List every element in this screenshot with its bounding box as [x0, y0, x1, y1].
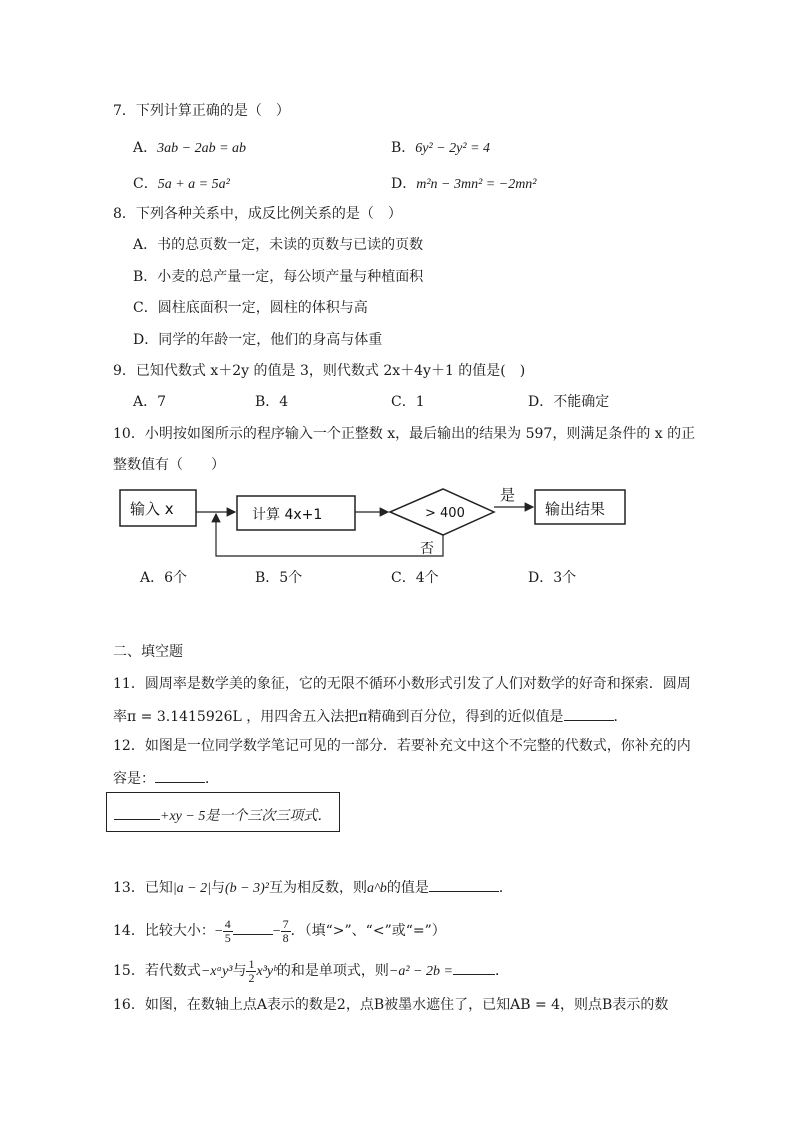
q7-c-expression: 5a + a = 5a²	[157, 177, 230, 192]
q7-a-expression: 3ab − 2ab = ab	[157, 141, 247, 156]
q7-d-expression: m²n − 3mn² = −2mn²	[416, 177, 537, 192]
q11-line2	[113, 706, 628, 726]
q7-b-expression: 6y² − 2y² = 4	[415, 141, 491, 156]
q15-line	[113, 956, 509, 987]
q16-line1: 16．如图，在数轴上点A表示的数是2，点B被墨水遮住了，已知AB = 4，则点B表示的数	[113, 997, 669, 1013]
q14-prefix: 14．比较大小：	[113, 923, 215, 939]
q10-option-c: C．4个	[391, 570, 439, 586]
option-label: D．	[391, 176, 417, 192]
flow-no-label: 否	[420, 541, 434, 557]
q10-option-a: A．6个	[140, 570, 188, 586]
q13-expr2: (b − 3)²	[224, 881, 269, 896]
q13-answer-blank[interactable]	[429, 877, 499, 892]
q13-expr3: a^b	[366, 881, 387, 896]
q15-expr3: −a² − 2b =	[388, 964, 453, 979]
section-title: 二、填空题	[113, 644, 183, 660]
q13-prefix: 13．已知	[113, 880, 173, 896]
q10-stem-line2: 整数值有（ ）	[113, 457, 225, 473]
q8-option-a: A．书的总页数一定，未读的页数与已读的页数	[133, 237, 424, 253]
q9-option-b: B．4	[255, 394, 289, 410]
q15-frac: $\frac{1}{2}$	[248, 956, 255, 985]
q12-note-blank	[114, 805, 160, 820]
q11-answer-blank[interactable]	[564, 706, 614, 721]
q15-expr2: x³yᵇ	[256, 964, 277, 979]
q12-end: ．	[205, 771, 219, 787]
q11-end: ．	[613, 709, 628, 725]
flow-output-label: 输出结果	[545, 500, 606, 518]
q14-answer-blank[interactable]	[233, 920, 273, 935]
q15-answer-blank[interactable]	[453, 960, 495, 975]
q10-option-d: D．3个	[528, 570, 577, 586]
flow-condition-label: > 400	[425, 506, 465, 521]
q12-line1: 12．如图是一位同学数学笔记可见的一部分．若要补充文中这个不完整的代数式，你补充的内	[113, 738, 691, 754]
q9-stem: 9．已知代数式 x＋2y 的值是 3，则代数式 2x＋4y＋1 的值是( )	[113, 363, 526, 379]
q13-tail: 的值是	[386, 880, 429, 896]
q14-frac2: $\frac{7}{8}$	[282, 916, 289, 945]
q14-tail: ．（填“>”、“<”或“=”）	[290, 923, 446, 939]
q9-option-d: D．不能确定	[528, 394, 610, 410]
q11-line1: 11．圆周率是数学美的象征，它的无限不循环小数形式引发了人们对数学的好奇和探索．圆周	[113, 676, 691, 692]
option-label: C．	[133, 176, 158, 192]
q12-answer-blank[interactable]	[155, 768, 205, 783]
q8-stem: 8．下列各种关系中，成反比例关系的是（ ）	[113, 206, 402, 222]
q12-note-text: +xy − 5是一个三次三项式．	[160, 809, 332, 824]
q13-mid: 与	[210, 880, 225, 896]
q13-expr1: |a − 2|	[172, 881, 211, 896]
q13-suffix: 互为相反数，则	[268, 880, 367, 896]
q7-stem: 7．下列计算正确的是（ ）	[113, 103, 290, 119]
q12-note-content	[114, 805, 331, 826]
q12-line2	[113, 768, 219, 788]
q10-option-b: B．5个	[255, 570, 303, 586]
q9-option-a: A．7	[133, 394, 167, 410]
q15-mid: 与	[232, 963, 247, 979]
q15-expr1: −xᵃy³	[200, 964, 233, 979]
flow-compute-label: 计算 4x+1	[252, 507, 323, 523]
option-label: A．	[133, 140, 158, 156]
flow-yes-label: 是	[500, 486, 516, 504]
q10-stem-line1: 10．小明按如图所示的程序输入一个正整数 x，最后输出的结果为 597，则满足条件的 x 的正	[113, 426, 696, 442]
option-label: B．	[391, 140, 416, 156]
q14-frac1: $\frac{4}{5}$	[224, 916, 231, 945]
q12-text: 容是：	[113, 771, 155, 787]
q8-option-c: C．圆柱底面积一定，圆柱的体积与高	[133, 300, 368, 316]
q15-suffix: 的和是单项式，则	[276, 963, 389, 979]
q15-prefix: 15．若代数式	[113, 963, 201, 979]
q8-option-b: B．小麦的总产量一定，每公顷产量与种植面积	[133, 269, 424, 285]
q13-end: ．	[498, 880, 513, 896]
q13-line	[113, 877, 513, 898]
q14-line: 14．比较大小：− $\frac{4}{5}$ − $\frac{7}{8}$ ．（填“>”、“<”或“=”）	[113, 916, 446, 945]
q9-option-c: C．1	[391, 394, 425, 410]
q11-text: 率π = 3.1415926L ，用四舍五入法把π精确到百分位，得到的近似值是	[113, 709, 564, 725]
flow-input-label: 输入 x	[130, 500, 174, 518]
q15-end: ．	[494, 963, 509, 979]
q8-option-d: D．同学的年龄一定，他们的身高与体重	[133, 332, 383, 348]
